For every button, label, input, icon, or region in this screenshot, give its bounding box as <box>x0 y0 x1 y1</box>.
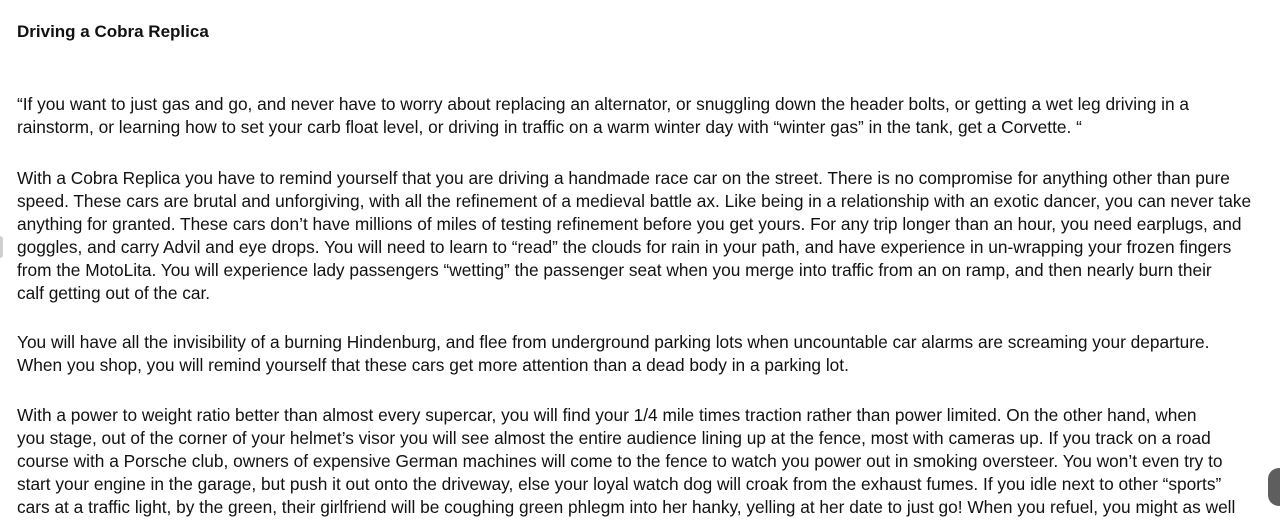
paragraph-4 <box>17 404 1235 519</box>
paragraph-line: calf getting out of the car. <box>17 283 211 303</box>
document-title: Driving a Cobra Replica <box>17 22 209 41</box>
paragraph-1 <box>17 93 1189 139</box>
paragraph-3 <box>17 331 1209 377</box>
paragraph-line: When you shop, you will remind yourself that these cars get more attention than a dead body in a parking lot. <box>17 355 849 375</box>
paragraph-line: You will have all the invisibility of a burning Hindenburg, and flee from underground parking lots when uncountable car alarms are screaming your departure. <box>17 332 1210 352</box>
paragraph-line: With a Cobra Replica you have to remind yourself that you are driving a handmade race car on the street. There is no compromise for anything other than pure <box>17 168 1230 188</box>
paragraph-line: start your engine in the garage, but push it out onto the driveway, else your loyal watch dog will croak from the exhaust fumes. If you idle next to other “sports” <box>17 474 1222 494</box>
paragraph-line: goggles, and carry Advil and eye drops. You will need to learn to “read” the clouds for rain in your path, and have experience in un-wrapping your frozen fingers <box>17 237 1232 257</box>
paragraph-line: cars at a traffic light, by the green, their girlfriend will be coughing green phlegm into her hanky, yelling at her date to just go! When you refuel, you might as well <box>17 497 1236 517</box>
paragraph-line: speed. These cars are brutal and unforgiving, with all the refinement of a medieval battle ax. Like being in a relationship with an exotic dancer, you can never take <box>17 191 1252 211</box>
paragraph-line: you stage, out of the corner of your helmet’s visor you will see almost the entire audience lining up at the fence, most with cameras up. If you track on a road <box>17 428 1211 448</box>
document-page <box>17 0 1280 520</box>
paragraph-line: anything for granted. These cars don’t have millions of miles of testing refinement before you get yours. For any trip longer than an hour, you need earplugs, and <box>17 214 1242 234</box>
paragraph-2 <box>17 167 1251 305</box>
paragraph-line: rainstorm, or learning how to set your carb float level, or driving in traffic on a warm winter day with “winter gas” in the tank, get a Corvette. “ <box>17 117 1082 137</box>
paragraph-line: With a power to weight ratio better than almost every supercar, you will find your 1/4 mile times traction rather than power limited. On the other hand, when <box>17 405 1197 425</box>
paragraph-line: course with a Porsche club, owners of expensive German machines will come to the fence to watch you power out in smoking oversteer. You won’t even try to <box>17 451 1223 471</box>
paragraph-line: “If you want to just gas and go, and never have to worry about replacing an alternator, or snuggling down the header bolts, or getting a wet leg driving in a <box>17 94 1190 114</box>
scrollbar-thumb[interactable] <box>1268 468 1280 506</box>
edge-tab[interactable] <box>0 236 3 258</box>
paragraph-line: from the MotoLita. You will experience lady passengers “wetting” the passenger seat when you merge into traffic from an on ramp, and then nearly burn their <box>17 260 1212 280</box>
